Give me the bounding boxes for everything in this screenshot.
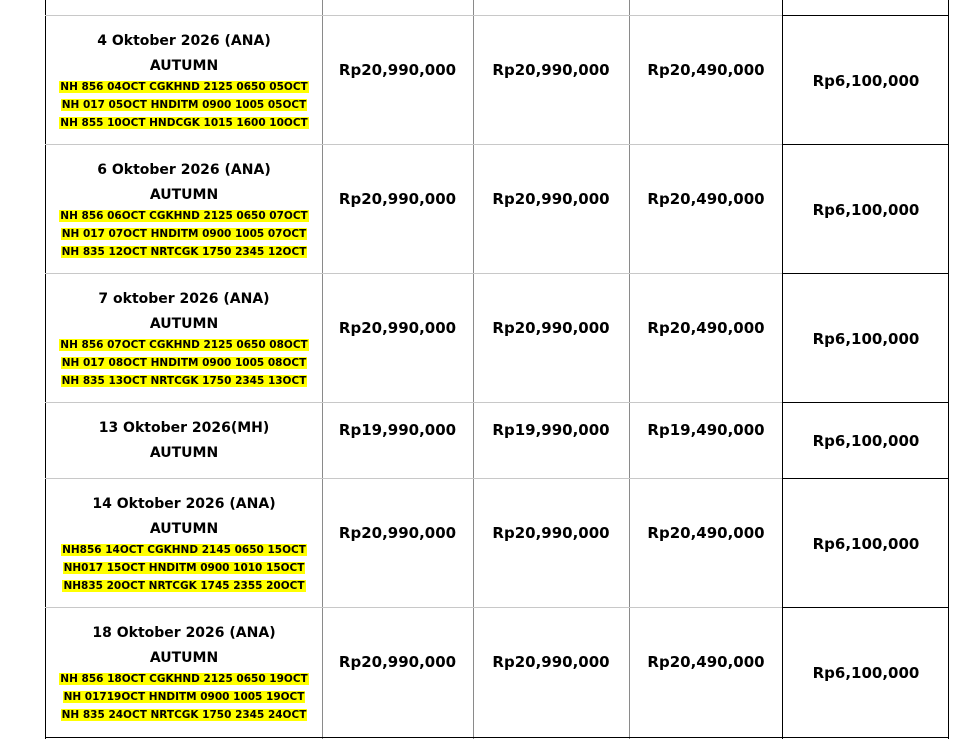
price-cell: Rp6,100,000 [812, 432, 920, 450]
flight-text: NH 856 07OCT CGKHND 2125 0650 08OCT [60, 339, 308, 351]
price-cell: Rp20,490,000 [647, 319, 765, 337]
flight-text: NH 017 07OCT HNDITM 0900 1005 07OCT [61, 228, 307, 240]
price-cell: Rp20,990,000 [338, 653, 457, 671]
price-cell: Rp20,990,000 [492, 61, 610, 79]
flight-line [46, 97, 322, 113]
season-label: AUTUMN [149, 650, 219, 666]
price-cell: Rp6,100,000 [812, 330, 920, 348]
flight-line [46, 578, 322, 594]
table-border [782, 0, 783, 739]
flight-line [46, 244, 322, 260]
flight-text: NH 017 05OCT HNDITM 0900 1005 05OCT [61, 99, 307, 111]
season-label: AUTUMN [149, 316, 219, 332]
season-label: AUTUMN [149, 521, 219, 537]
flight-text: NH 835 12OCT NRTCGK 1750 2345 12OCT [61, 246, 307, 258]
table-border [629, 0, 630, 739]
row-divider [45, 144, 783, 145]
row-divider [782, 402, 949, 403]
price-cell: Rp20,990,000 [338, 190, 457, 208]
price-cell: Rp20,990,000 [492, 653, 610, 671]
flight-line [46, 542, 322, 558]
departure-date: 7 oktober 2026 (ANA) [98, 291, 270, 307]
table-border [322, 0, 323, 739]
flight-text: NH 017 08OCT HNDITM 0900 1005 08OCT [61, 357, 307, 369]
row-divider [782, 273, 949, 274]
price-cell: Rp6,100,000 [812, 72, 920, 90]
price-cell: Rp20,990,000 [492, 190, 610, 208]
flight-line [46, 208, 322, 224]
row-divider [45, 273, 783, 274]
season-label: AUTUMN [149, 58, 219, 74]
price-cell: Rp6,100,000 [812, 535, 920, 553]
table-border [473, 0, 474, 739]
price-cell: Rp20,990,000 [338, 319, 457, 337]
flight-line [46, 560, 322, 576]
flight-line [46, 355, 322, 371]
flight-line [46, 671, 322, 687]
price-cell: Rp6,100,000 [812, 664, 920, 682]
price-cell: Rp19,990,000 [492, 421, 610, 439]
flight-line [46, 689, 322, 705]
price-cell: Rp6,100,000 [812, 201, 920, 219]
flight-text: NH856 14OCT CGKHND 2145 0650 15OCT [62, 544, 306, 556]
flight-text: NH835 20OCT NRTCGK 1745 2355 20OCT [63, 580, 305, 592]
price-cell: Rp20,990,000 [338, 61, 457, 79]
flight-text: NH017 15OCT HNDITM 0900 1010 15OCT [63, 562, 305, 574]
flight-line [46, 115, 322, 131]
row-divider [782, 144, 949, 145]
flight-text: NH 856 06OCT CGKHND 2125 0650 07OCT [60, 210, 308, 222]
price-cell: Rp20,990,000 [492, 319, 610, 337]
flight-text: NH 01719OCT HNDITM 0900 1005 19OCT [63, 691, 305, 703]
price-cell: Rp19,990,000 [338, 421, 457, 439]
price-cell: Rp20,490,000 [647, 524, 765, 542]
departure-date: 6 Oktober 2026 (ANA) [97, 162, 271, 178]
flight-text: NH 856 04OCT CGKHND 2125 0650 05OCT [60, 81, 308, 93]
table-border [948, 0, 949, 739]
price-cell: Rp20,990,000 [492, 524, 610, 542]
flight-line [46, 226, 322, 242]
price-cell: Rp20,990,000 [338, 524, 457, 542]
flight-text: NH 856 18OCT CGKHND 2125 0650 19OCT [60, 673, 308, 685]
price-cell: Rp20,490,000 [647, 190, 765, 208]
price-cell: Rp19,490,000 [647, 421, 765, 439]
flight-line [46, 337, 322, 353]
price-cell: Rp20,490,000 [647, 61, 765, 79]
row-divider [782, 607, 949, 608]
row-divider [45, 402, 783, 403]
flight-text: NH 835 24OCT NRTCGK 1750 2345 24OCT [61, 709, 307, 721]
row-divider [45, 607, 783, 608]
departure-date: 14 Oktober 2026 (ANA) [92, 496, 276, 512]
departure-date: 13 Oktober 2026(MH) [98, 420, 270, 436]
departure-date: 18 Oktober 2026 (ANA) [92, 625, 276, 641]
departure-date: 4 Oktober 2026 (ANA) [97, 33, 271, 49]
season-label: AUTUMN [149, 187, 219, 203]
flight-line [46, 79, 322, 95]
flight-line [46, 707, 322, 723]
flight-text: NH 835 13OCT NRTCGK 1750 2345 13OCT [61, 375, 307, 387]
row-divider [45, 737, 949, 738]
season-label: AUTUMN [149, 445, 219, 461]
row-divider [45, 15, 783, 16]
row-divider [782, 15, 949, 16]
flight-text: NH 855 10OCT HNDCGK 1015 1600 10OCT [60, 117, 308, 129]
price-cell: Rp20,490,000 [647, 653, 765, 671]
row-divider [45, 478, 783, 479]
flight-line [46, 373, 322, 389]
row-divider [782, 478, 949, 479]
